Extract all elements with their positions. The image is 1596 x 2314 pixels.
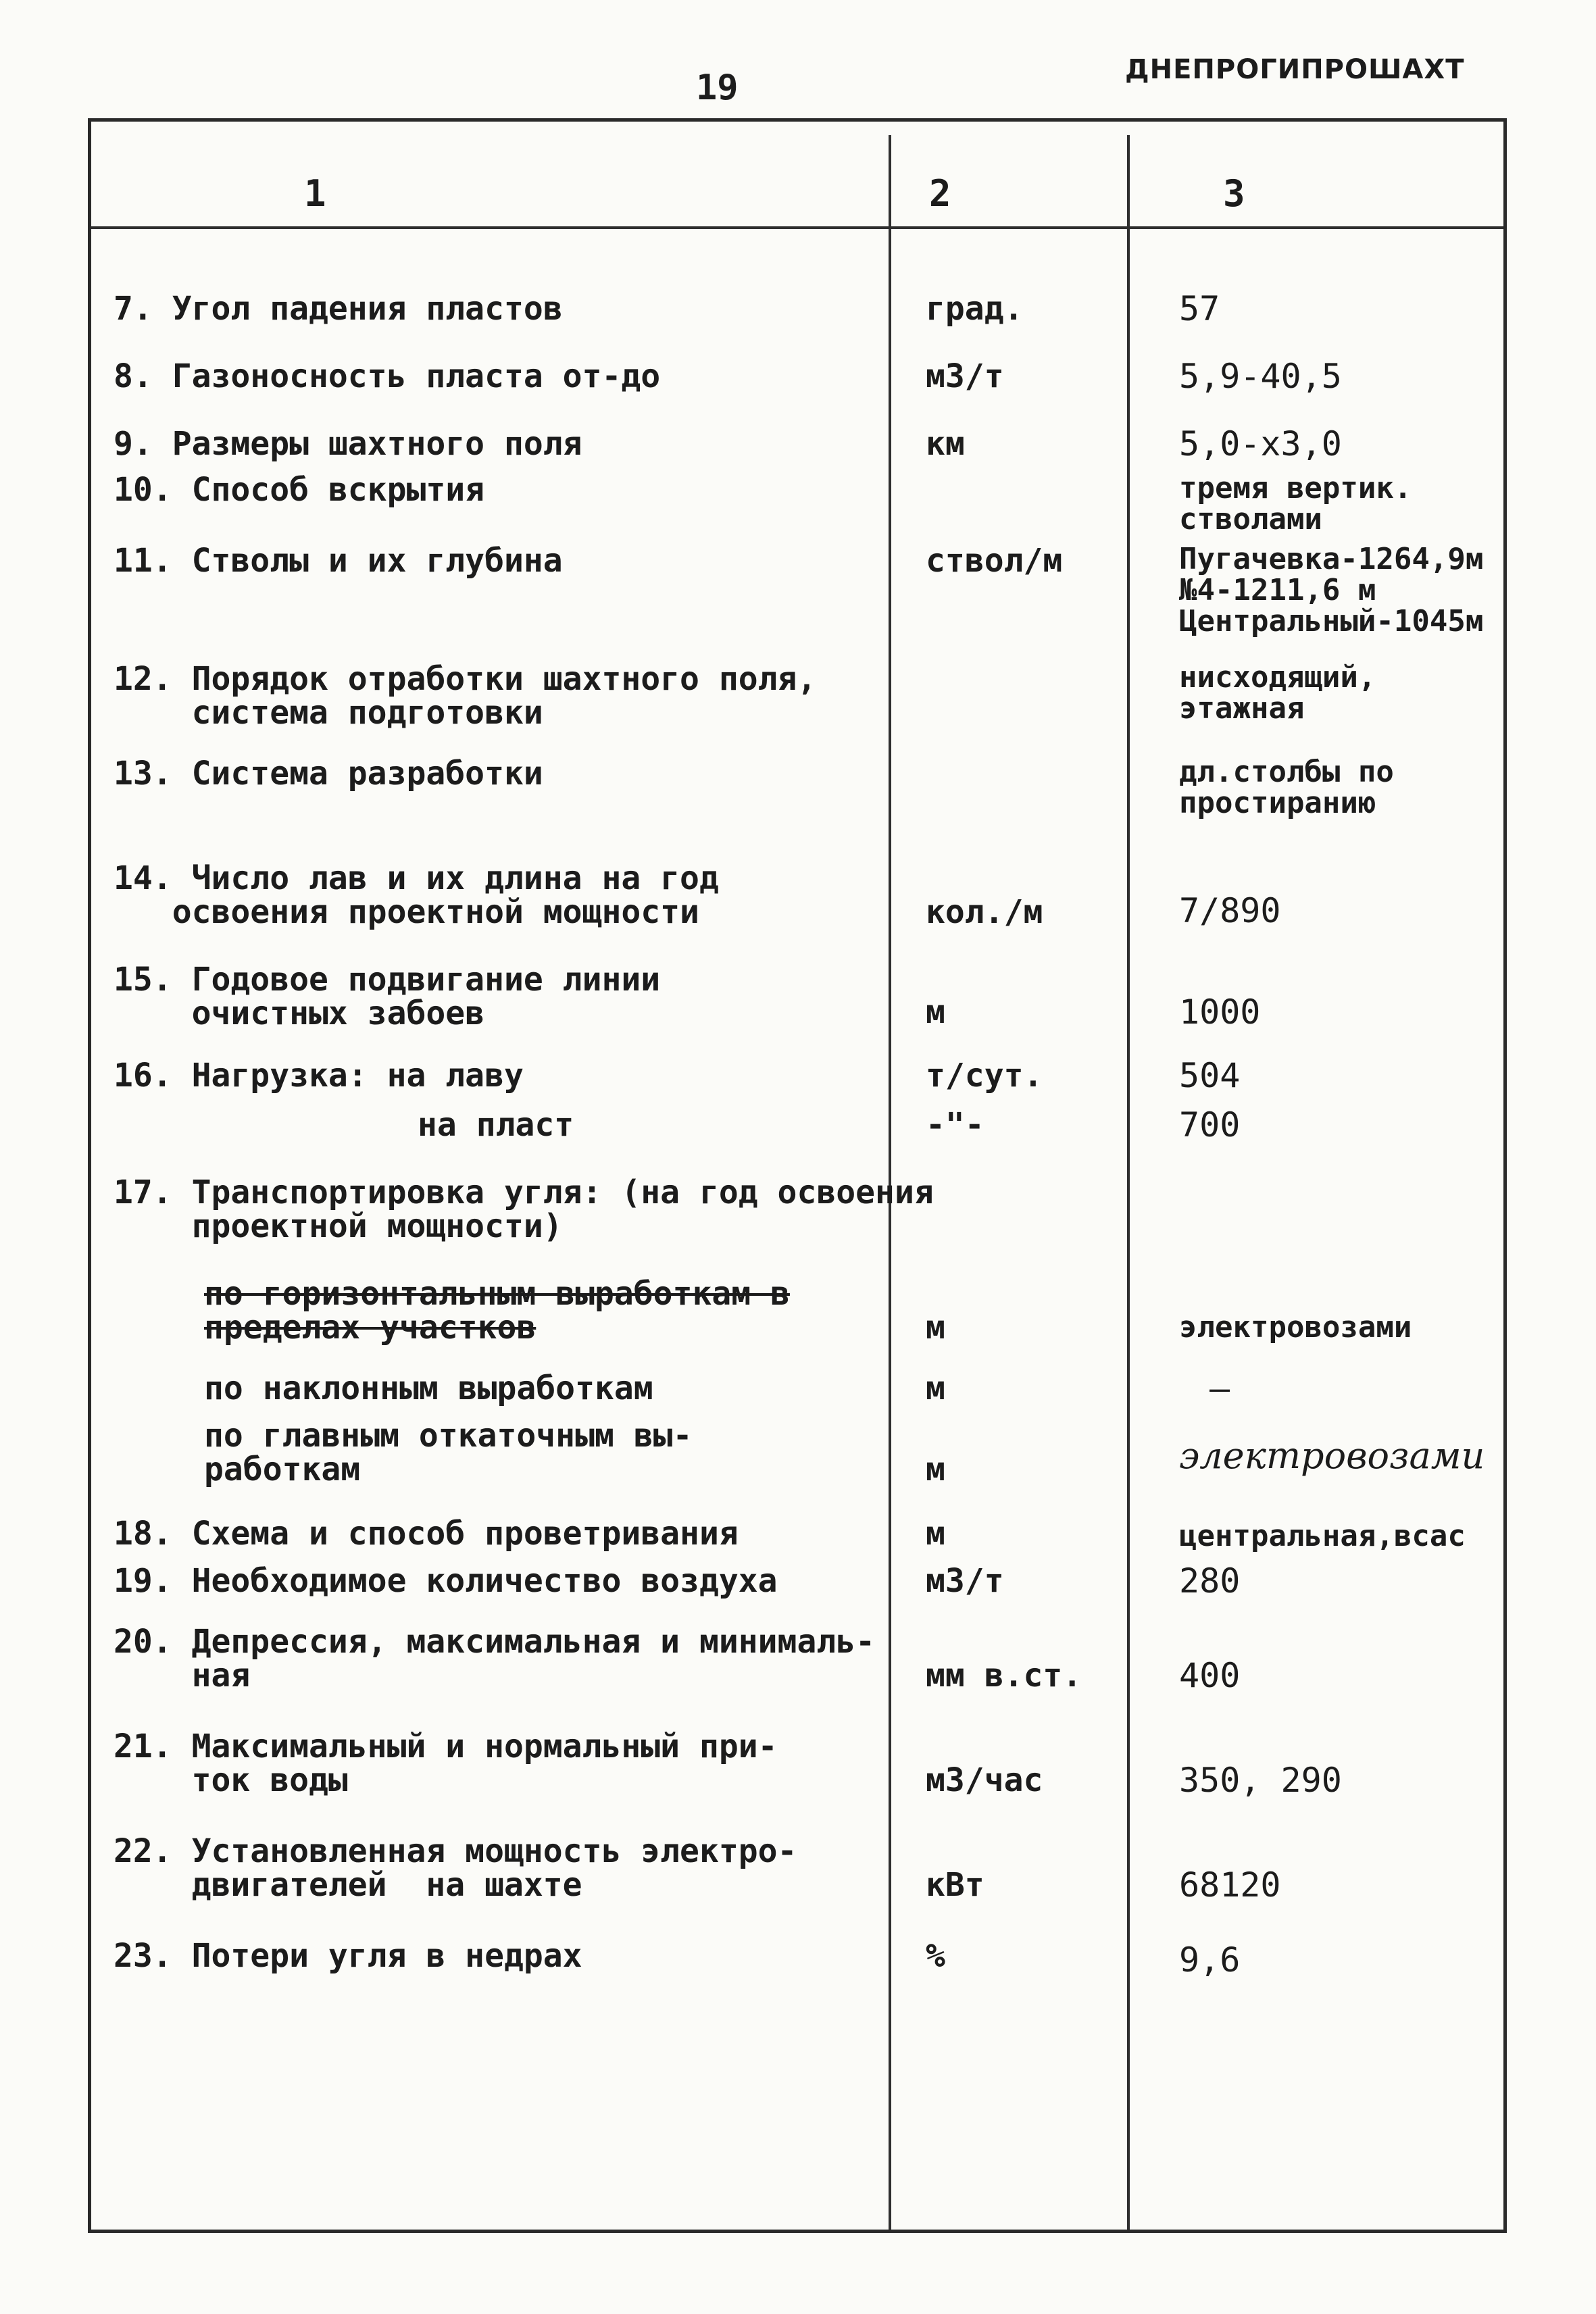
row-parameter: 22. Установленная мощность электро- двигателей на шахте [114, 1832, 797, 1904]
row-parameter: 9. Размеры шахтного поля [114, 425, 582, 463]
row-unit: кВт [926, 1866, 984, 1904]
row-value: электровозами [1179, 1310, 1412, 1344]
row-value: 57 [1179, 289, 1220, 328]
row-parameter: 13. Система разработки [114, 755, 543, 793]
row-unit: м [926, 993, 945, 1031]
row-unit: -"- [926, 1106, 984, 1144]
row-parameter: 10. Способ вскрытия [114, 471, 485, 509]
organization-stamp: ДНЕПРОГИПРОШАХТ [1125, 54, 1465, 85]
row-unit: м3/час [926, 1761, 1043, 1799]
column-header-2: 2 [929, 172, 951, 215]
row-value: 5,0-х3,0 [1179, 424, 1342, 463]
row-unit: м [926, 1451, 945, 1488]
row-parameter: 7. Угол падения пластов [114, 290, 563, 328]
column-header-3: 3 [1223, 172, 1245, 215]
row-unit: м3/т [926, 357, 1004, 395]
row-value: 700 [1179, 1105, 1241, 1145]
row-value: нисходящий, этажная [1179, 660, 1376, 726]
column-divider-2 [1127, 135, 1130, 2230]
row-parameter: 16. Нагрузка: на лаву [114, 1057, 524, 1095]
row-parameter: по горизонтальным выработкам в пределах участков [204, 1275, 790, 1347]
page-number: 19 [696, 68, 739, 108]
row-unit: т/сут. [926, 1057, 1043, 1095]
row-parameter: по главным откаточным вы- работкам [204, 1417, 693, 1488]
row-value: — [1210, 1369, 1230, 1408]
row-value: 504 [1179, 1056, 1241, 1095]
row-parameter: 15. Годовое подвигание линии очистных забоев [114, 961, 661, 1032]
row-unit: км [926, 425, 965, 463]
row-parameter: 14. Число лав и их длина на год освоения проектной мощности [114, 859, 719, 931]
row-value: 350, 290 [1179, 1761, 1342, 1800]
row-value: 280 [1179, 1561, 1241, 1601]
row-value: 9,6 [1179, 1940, 1241, 1980]
row-value: 400 [1179, 1656, 1241, 1695]
header-divider [91, 226, 1503, 229]
row-unit: кол./м [926, 893, 1043, 931]
row-unit: м3/т [926, 1562, 1004, 1600]
row-value: 68120 [1179, 1865, 1281, 1905]
row-parameter: 21. Максимальный и нормальный при- ток воды [114, 1728, 778, 1799]
row-parameter: на пласт [418, 1106, 574, 1144]
row-value: центральная,всас [1179, 1519, 1466, 1553]
row-parameter: по наклонным выработкам [204, 1369, 653, 1407]
row-unit: ствол/м [926, 542, 1063, 580]
row-unit: % [926, 1937, 945, 1975]
row-parameter: 19. Необходимое количество воздуха [114, 1562, 778, 1600]
row-value: дл.столбы по простиранию [1179, 755, 1394, 820]
row-parameter: 18. Схема и способ проветривания [114, 1515, 739, 1553]
row-unit: м [926, 1309, 945, 1347]
row-value: 1000 [1179, 992, 1261, 1032]
row-parameter: 11. Стволы и их глубина [114, 542, 563, 580]
column-header-1: 1 [304, 172, 326, 215]
row-value: 7/890 [1179, 891, 1281, 930]
row-parameter: 17. Транспортировка угля: (на год освоения проектной мощности) [114, 1174, 934, 1245]
row-unit: м [926, 1369, 945, 1407]
row-parameter: 23. Потери угля в недрах [114, 1937, 582, 1975]
row-value: тремя вертик. стволами [1179, 471, 1412, 536]
row-value: 5,9-40,5 [1179, 357, 1342, 396]
row-unit: м [926, 1515, 945, 1553]
row-value: Пугачевка-1264,9м №4-1211,6 м Центральный-1045м [1179, 542, 1484, 638]
row-unit: мм в.ст. [926, 1657, 1082, 1694]
row-value: электровозами [1179, 1434, 1485, 1477]
row-unit: град. [926, 290, 1024, 328]
row-parameter: 20. Депрессия, максимальная и минималь- ная [114, 1623, 876, 1694]
row-parameter: 12. Порядок отработки шахтного поля, система подготовки [114, 660, 817, 732]
row-parameter: 8. Газоносность пласта от-до [114, 357, 661, 395]
